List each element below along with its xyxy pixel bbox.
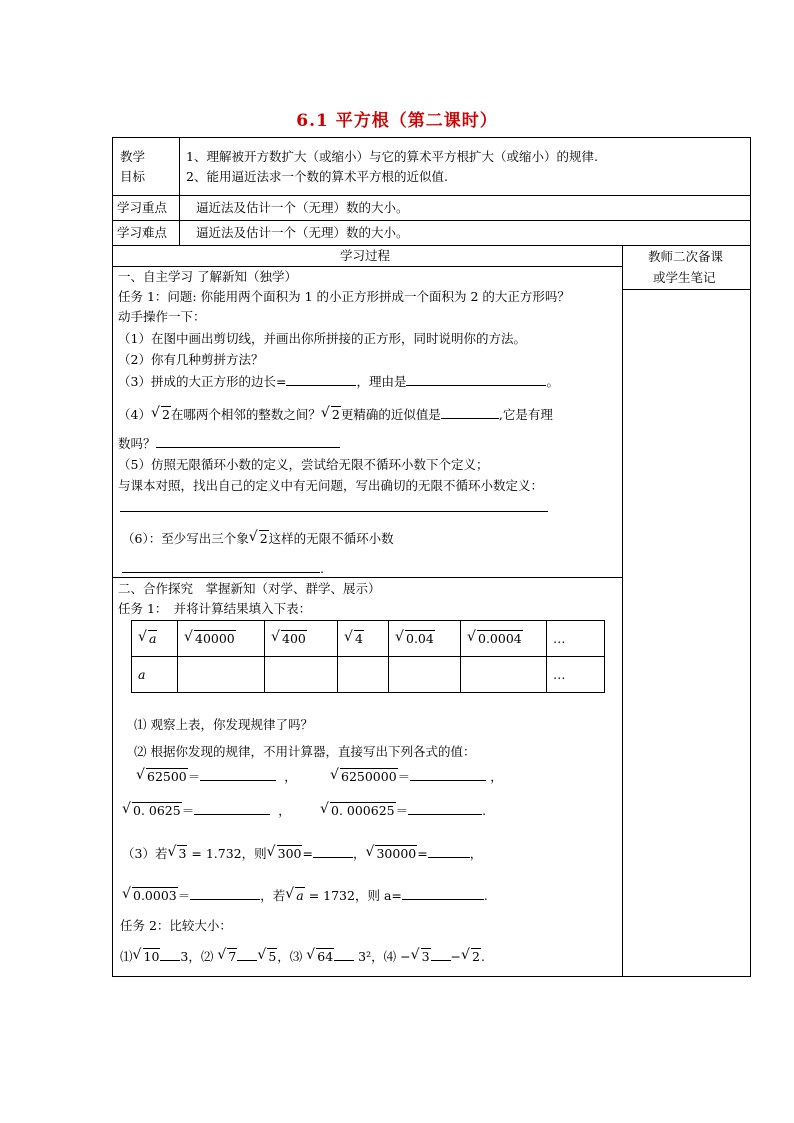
blank-0.0625[interactable] xyxy=(194,802,270,815)
part2-task1: 任务 1： 并将计算结果填入下表： xyxy=(118,601,312,616)
q3-text-c: 。 xyxy=(546,374,559,389)
part1-task1: 任务 1：问题: 你能用两个面积为 1 的小正方形拼成一个面积为 2 的大正方形吗？ xyxy=(118,289,570,304)
q4-blank-approx[interactable] xyxy=(441,406,499,419)
blank-300[interactable] xyxy=(313,845,353,858)
q6-blank[interactable] xyxy=(122,560,320,573)
table-row-label: a xyxy=(132,657,178,693)
table-head-cell: √ 0.0004 xyxy=(461,621,547,657)
part1-q4-cont xyxy=(118,435,340,453)
table-head-cell: √ 4 xyxy=(338,621,389,657)
expr-62500: √ 62500＝ ， xyxy=(136,768,297,786)
blank-cmp2[interactable] xyxy=(237,948,257,961)
table-head-cell: √ 40000 xyxy=(178,621,265,657)
given-sqrt3: （3）若√ 3 = 1.732，则√ 300= ，√ 30000= ， xyxy=(122,845,482,863)
goal-line-2: 2、能用逼近法求一个数的算术平方根的近似值. xyxy=(186,169,448,184)
compare-row: ⑴√ 10 3，⑵ √ 7√ 5，⑶ √ 64 3²，⑷ −√ 3 −√ 2. xyxy=(120,948,485,966)
goals-label-2: 目标 xyxy=(120,169,146,184)
part1-q2: （2）你有几种剪拼方法？ xyxy=(118,352,264,367)
q5-answer-line[interactable] xyxy=(120,511,548,512)
page-title: 6.1 平方根（第二课时） xyxy=(296,111,498,131)
blank-6250000[interactable] xyxy=(410,768,486,781)
blank-62500[interactable] xyxy=(200,768,276,781)
blank-0.000625[interactable] xyxy=(408,802,482,815)
part1-q4 xyxy=(118,406,553,424)
q3-blank-reason[interactable] xyxy=(406,373,546,386)
given-sqrt-a: √ 0.0003＝ ，若√ a = 1732，则 a= . xyxy=(122,887,488,905)
q4-text-a: （4） xyxy=(118,407,151,422)
q3-text-a: （3）拼成的大正方形的边长= xyxy=(118,374,287,389)
goal-line-1: 1、理解被开方数扩大（或缩小）与它的算术平方根扩大（或缩小）的规律. xyxy=(186,149,598,164)
q4-text-b: 在哪两个相邻的整数之间？ xyxy=(170,407,321,422)
part1-q5b: 与课本对照，找出自己的定义中有无问题，写出确切的无限不循环小数定义： xyxy=(118,478,544,493)
part1-q6-answer: . xyxy=(122,560,324,578)
q4-text-e: 数吗？ xyxy=(118,436,156,451)
task2-heading: 任务 2：比较大小： xyxy=(120,918,232,933)
part1-hands-on: 动手操作一下： xyxy=(118,309,206,324)
sqrt-2-c: √ 2 xyxy=(250,530,269,548)
q3-blank-side[interactable] xyxy=(286,373,356,386)
key-label: 学习重点 xyxy=(117,200,168,215)
q3-text-b: ，理由是 xyxy=(356,374,407,389)
notes-header-2: 或学生笔记 xyxy=(653,270,716,285)
sqrt-2: √ 2 xyxy=(152,406,171,424)
part1-heading: 一、自主学习 了解新知（独学） xyxy=(118,269,297,284)
part1-q1: （1）在图中画出剪切线，并画出你所拼接的正方形，同时说明你的方法。 xyxy=(118,331,526,346)
part1-q6 xyxy=(122,530,394,548)
table-head-cell: √ 400 xyxy=(265,621,338,657)
table-ellipsis: … xyxy=(547,657,605,693)
expr-0.000625: √ 0. 000625＝ . xyxy=(320,802,486,820)
notes-header-1: 教师二次备课 xyxy=(648,249,724,264)
blank-cmp4[interactable] xyxy=(431,948,451,961)
key-text: 逼近法及估计一个（无理）数的大小。 xyxy=(196,200,409,215)
process-header: 学习过程 xyxy=(340,248,391,263)
table-answer-cell[interactable] xyxy=(178,657,265,693)
part1-q5a: （5）仿照无限循环小数的定义，尝试给无限不循环小数下个定义； xyxy=(118,457,489,472)
q4-text-d: ,它是有理 xyxy=(498,407,553,422)
q6-text-a: （6）：至少写出三个象 xyxy=(122,531,249,546)
q4-text-c: 更精确的近似值是 xyxy=(340,407,441,422)
blank-0.0003[interactable] xyxy=(190,887,260,900)
table-head-cell: √ 0.04 xyxy=(389,621,461,657)
q6-text-b: 这样的无限不循环小数 xyxy=(268,531,394,546)
obs-2: ⑵ 根据你发现的规律，不用计算器，直接写出下列各式的值： xyxy=(134,744,476,759)
obs-1: ⑴ 观察上表，你发现规律了吗？ xyxy=(134,717,313,732)
table-answer-cell[interactable] xyxy=(461,657,547,693)
goals-label-1: 教学 xyxy=(120,149,146,164)
expr-0.0625: √ 0. 0625＝ ， xyxy=(122,802,291,820)
q4-blank-rational[interactable] xyxy=(156,435,340,448)
part1-q3 xyxy=(118,373,559,391)
table-answer-cell[interactable] xyxy=(338,657,389,693)
hard-text: 逼近法及估计一个（无理）数的大小。 xyxy=(196,225,409,240)
table-ellipsis: … xyxy=(547,621,605,657)
blank-cmp3[interactable] xyxy=(334,948,354,961)
table-answer-cell[interactable] xyxy=(389,657,461,693)
sqrt-2-b: √ 2 xyxy=(322,406,341,424)
blank-30000[interactable] xyxy=(428,845,470,858)
table-answer-cell[interactable] xyxy=(265,657,338,693)
sqrt-table xyxy=(131,620,605,693)
part2-heading: 二、合作探究 掌握新知（对学、群学、展示） xyxy=(118,581,381,596)
blank-cmp1[interactable] xyxy=(160,948,180,961)
hard-label: 学习难点 xyxy=(117,225,168,240)
blank-a[interactable] xyxy=(402,887,484,900)
expr-6250000: √ 6250000＝ ， xyxy=(330,768,503,786)
table-head-cell: √ a xyxy=(132,621,178,657)
